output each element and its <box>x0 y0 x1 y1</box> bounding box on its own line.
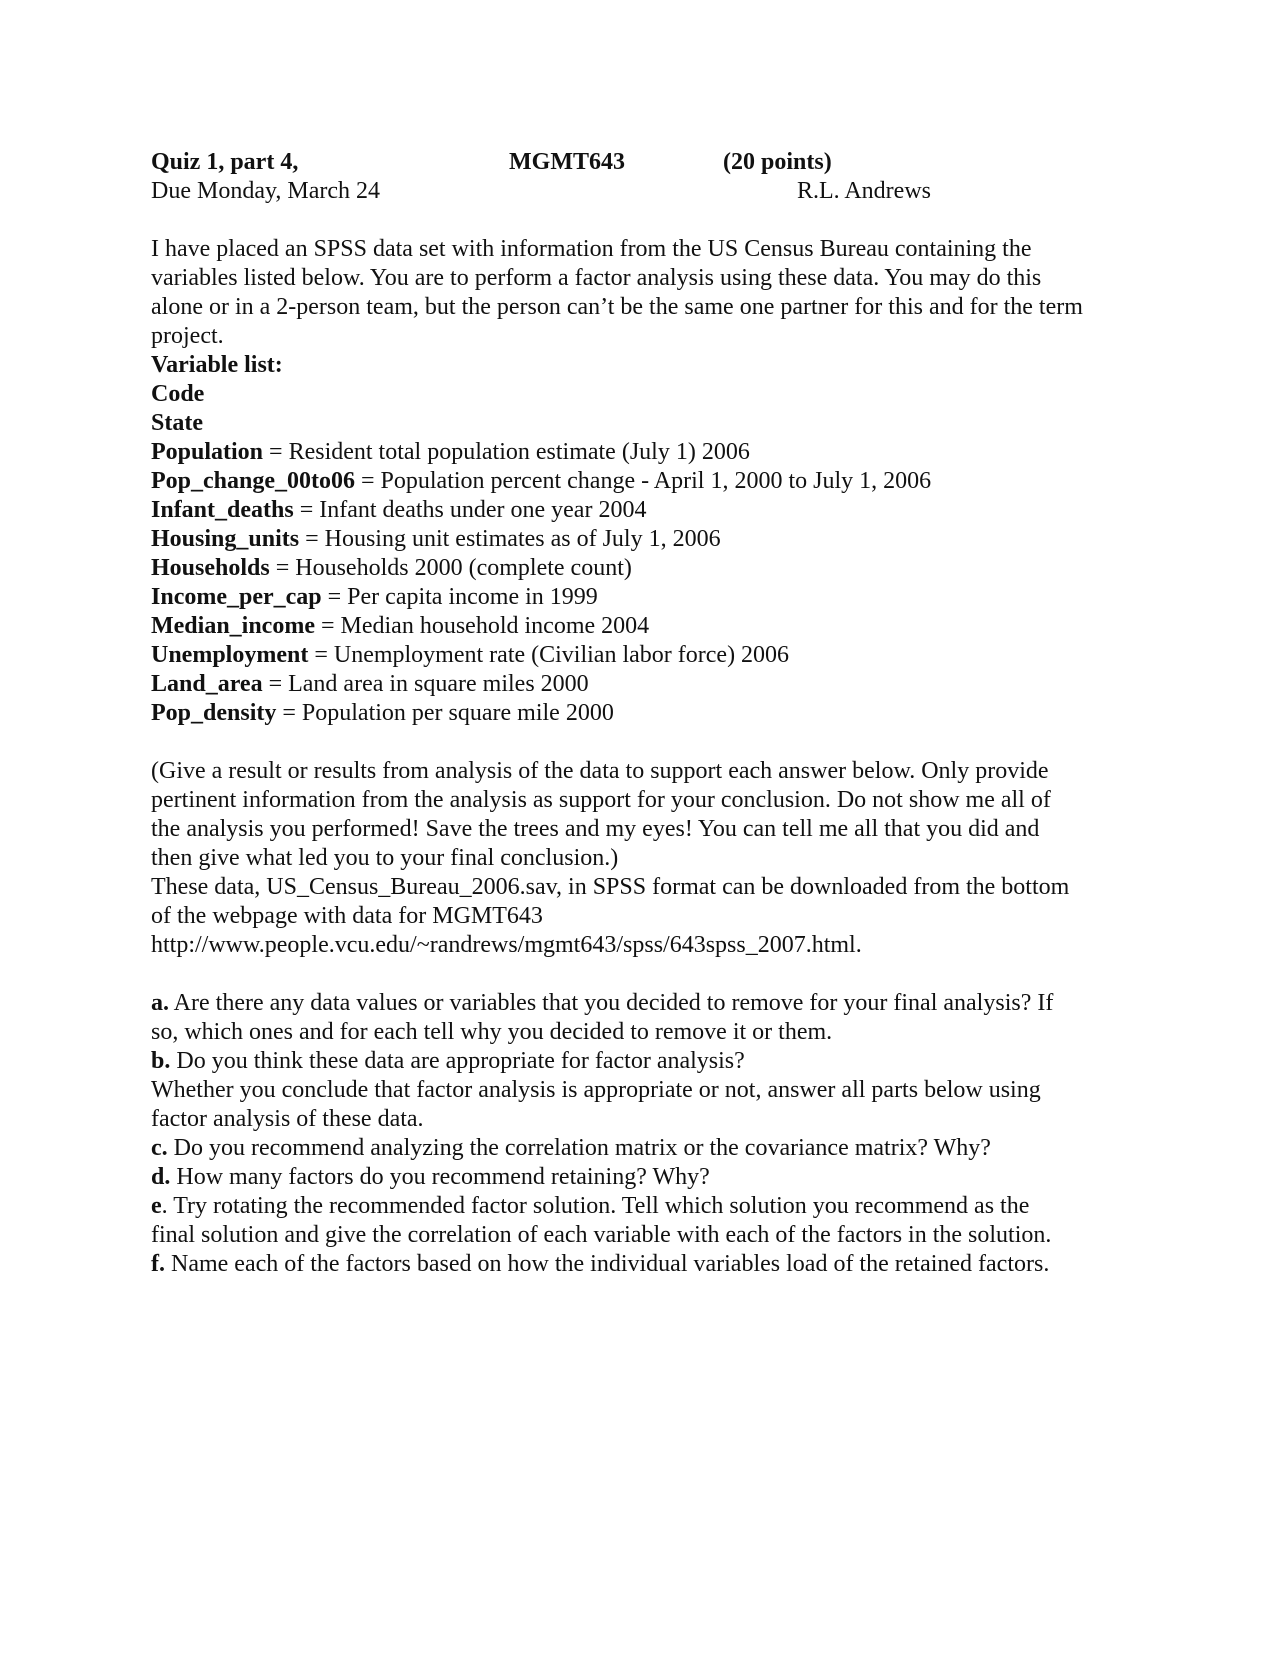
question-e: e. Try rotating the recommended factor solution. Tell which solution you recommend as the <box>151 1193 1030 1219</box>
header-row-2 <box>151 177 1131 206</box>
variable-name: Pop_density <box>151 700 277 726</box>
variable-desc: = Per capita income in 1999 <box>321 584 598 610</box>
variable-name: Infant_deaths <box>151 497 294 523</box>
variable-name: Income_per_cap <box>151 584 322 610</box>
variable-desc: = Land area in square miles 2000 <box>262 671 589 697</box>
author-name: R.L. Andrews <box>797 178 931 204</box>
due-date: Due Monday, March 24 <box>151 178 381 204</box>
instruction-line: (Give a result or results from analysis of the data to support each answer below. Only provide <box>151 758 1049 784</box>
question-letter: d. <box>151 1164 171 1190</box>
question-e-cont: final solution and give the correlation of each variable with each of the factors in the solution. <box>151 1222 1052 1248</box>
variable-item <box>151 699 1131 728</box>
instruction-line: These data, US_Census_Bureau_2006.sav, in SPSS format can be downloaded from the bottom <box>151 874 1070 900</box>
variable-item <box>151 496 1131 525</box>
document-page <box>151 148 1131 1279</box>
variable-item <box>151 554 1131 583</box>
spacer <box>151 206 1131 235</box>
intro-line: I have placed an SPSS data set with information from the US Census Bureau containing the <box>151 236 1032 262</box>
variable-name: Households <box>151 555 270 581</box>
instruction-line: of the webpage with data for MGMT643 <box>151 903 543 929</box>
question-b: b. Do you think these data are appropriate for factor analysis? <box>151 1048 745 1074</box>
variable-desc: = Median household income 2004 <box>314 613 650 639</box>
variable-item <box>151 438 1131 467</box>
variable-desc: = Housing unit estimates as of July 1, 2006 <box>299 526 721 552</box>
question-letter: e <box>151 1193 162 1219</box>
question-letter: c. <box>151 1135 168 1161</box>
intro-line: variables listed below. You are to perform a factor analysis using these data. You may do this <box>151 265 1042 291</box>
variable-desc: = Infant deaths under one year 2004 <box>293 497 647 523</box>
header-row-1 <box>151 148 1131 177</box>
variable-item <box>151 583 1131 612</box>
question-letter: f. <box>151 1251 165 1277</box>
variable-name: Median_income <box>151 613 315 639</box>
course-code: MGMT643 <box>509 149 625 175</box>
instruction-line: pertinent information from the analysis as support for your conclusion. Do not show me all of <box>151 787 1051 813</box>
variable-list-heading: Variable list: <box>151 352 283 378</box>
variable-desc: = Population per square mile 2000 <box>276 700 614 726</box>
variable-item <box>151 612 1131 641</box>
spacer <box>151 728 1131 757</box>
instruction-line: then give what led you to your final conclusion.) <box>151 845 619 871</box>
question-letter: b. <box>151 1048 171 1074</box>
question-a: a. Are there any data values or variables that you decided to remove for your final analysis? If <box>151 990 1054 1016</box>
question-f: f. Name each of the factors based on how the individual variables load of the retained factors. <box>151 1251 1050 1277</box>
variable-item <box>151 670 1131 699</box>
variable-desc: = Population percent change - April 1, 2000 to July 1, 2006 <box>355 468 932 494</box>
points-label: (20 points) <box>723 149 832 175</box>
questions-note-cont: factor analysis of these data. <box>151 1106 424 1132</box>
variable-list <box>151 351 1131 728</box>
quiz-title: Quiz 1, part 4, <box>151 149 299 175</box>
variable-name: Land_area <box>151 671 263 697</box>
question-d: d. How many factors do you recommend retaining? Why? <box>151 1164 710 1190</box>
variable-name: Population <box>151 439 264 465</box>
variable-name: Pop_change_00to06 <box>151 468 355 494</box>
questions-list <box>151 989 1131 1279</box>
instruction-line: the analysis you performed! Save the trees and my eyes! You can tell me all that you did and <box>151 816 1040 842</box>
variable-item <box>151 467 1131 496</box>
variable-name: Housing_units <box>151 526 300 552</box>
spacer <box>151 960 1131 989</box>
question-letter: a. <box>151 990 169 1016</box>
intro-paragraph <box>151 235 1131 351</box>
variable-item <box>151 525 1131 554</box>
intro-line: project. <box>151 323 224 349</box>
instructions-paragraph <box>151 757 1131 960</box>
variable-name: Unemployment <box>151 642 309 668</box>
variable-desc: = Households 2000 (complete count) <box>269 555 632 581</box>
question-c: c. Do you recommend analyzing the correlation matrix or the covariance matrix? Why? <box>151 1135 991 1161</box>
intro-line: alone or in a 2-person team, but the person can’t be the same one partner for this and for the term <box>151 294 1083 320</box>
questions-note: Whether you conclude that factor analysis is appropriate or not, answer all parts below using <box>151 1077 1041 1103</box>
data-url: http://www.people.vcu.edu/~randrews/mgmt643/spss/643spss_2007.html. <box>151 932 862 958</box>
question-a-cont: so, which ones and for each tell why you decided to remove it or them. <box>151 1019 833 1045</box>
variable-code: Code <box>151 381 205 407</box>
variable-desc: = Unemployment rate (Civilian labor force) 2006 <box>308 642 790 668</box>
variable-desc: = Resident total population estimate (July 1) 2006 <box>263 439 750 465</box>
variable-state: State <box>151 410 203 436</box>
variable-item <box>151 641 1131 670</box>
